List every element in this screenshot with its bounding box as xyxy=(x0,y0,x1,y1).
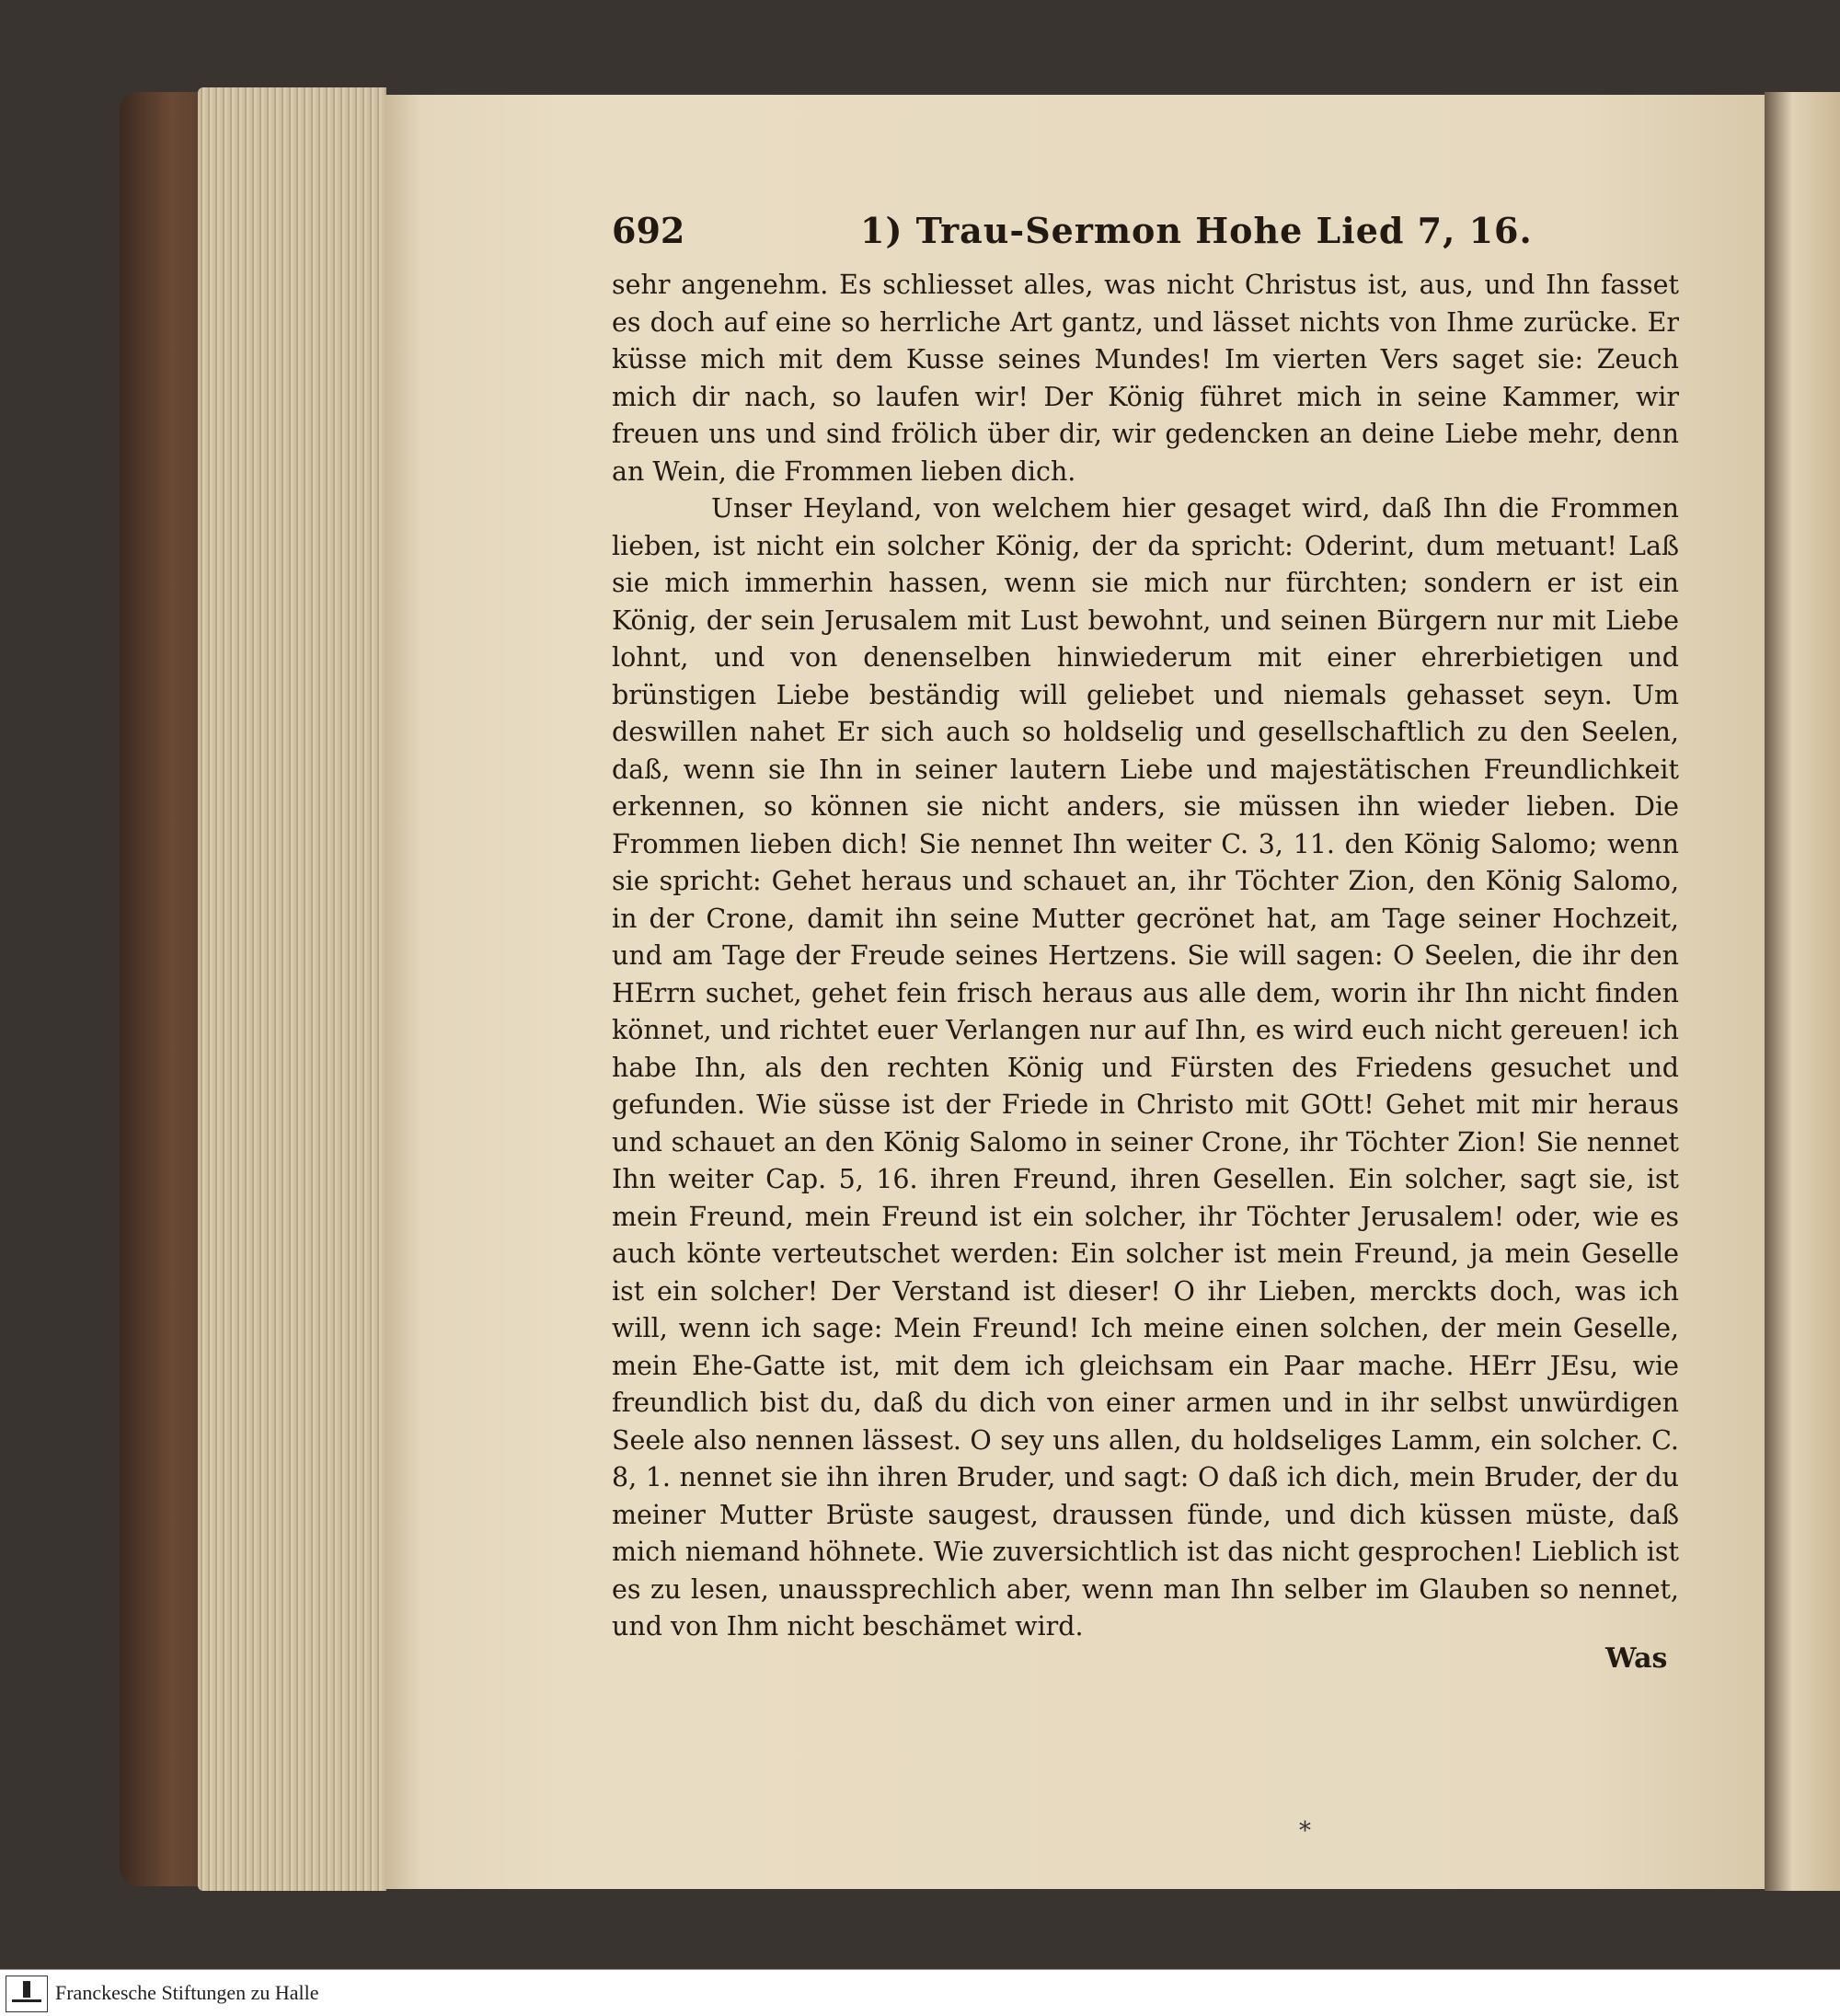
institution-logo-icon xyxy=(6,1976,48,2012)
signature-mark: * xyxy=(1299,1817,1311,1845)
footer-bar xyxy=(0,1969,1840,2016)
paragraph-1: sehr angenehm. Es schliesset alles, was nicht Christus ist, aus, und Ihn fasset es doch auf eine so herrliche Art gantz, und lässet nichts von Ihme zurücke. Er küsse mich mit dem Kusse seines Mundes! Im vierten Vers saget sie: Zeuch mich dir nach, so laufen wir! Der König führet mich in seine Kammer, wir freuen uns und sind frölich über dir, wir gedencken an deine Liebe mehr, denn an Wein, die Frommen lieben dich. xyxy=(612,270,1679,487)
running-title: 1) Trau-Sermon Hohe Lied 7, 16. xyxy=(860,210,1533,251)
next-page-edge xyxy=(1765,92,1840,1891)
paragraph-2: Unser Heyland, von welchem hier gesaget wird, daß Ihn die Frommen lieben, ist nicht ein solcher König, der da spricht: Oderint, dum metuant! Laß sie mich immerhin hassen, wenn sie mich nur fürchten; sondern er ist ein König, der sein Jerusalem mit Lust bewohnt, und seinen Bürgern nur mit Liebe lohnt, und von denenselben hinwiederum mit einer ehrerbietigen und brünstigen Liebe beständig will geliebet und niemals gehasset seyn. Um deswillen nahet Er sich auch so holdselig und gesellschaftlich zu den Seelen, daß, wenn sie Ihn in seiner lautern Liebe und majestätischen Freundlichkeit erkennen, so können sie nicht anders, sie müssen ihn wieder lieben. Die Frommen lieben dich! Sie nennet Ihn weiter C. 3, 11. den König Salomo; wenn sie spricht: Gehet heraus und schauet an, ihr Töchter Zion, den König Salomo, in der Crone, damit ihn seine Mutter gecrönet hat, am Tage seiner Hochzeit, und am Tage der Freude seines Hertzens. Sie will sagen: O Seelen, die ihr den HErrn suchet, gehet fein frisch heraus aus alle dem, worin ihr Ihn nicht finden könnet, und richtet euer Verlangen nur auf Ihn, es wird euch nicht gereuen! ich habe Ihn, als den rechten König und Fürsten des Friedens gesuchet und gefunden. Wie süsse ist der Friede in Christo mit GOtt! Gehet mit mir heraus und schauet an den König Salomo in seiner Crone, ihr Töchter Zion! Sie nennet Ihn weiter Cap. 5, 16. ihren Freund, ihren Gesellen. Ein solcher, sagt sie, ist mein Freund, mein Freund ist ein solcher, ihr Töchter Jerusalem! oder, wie es auch könte verteutschet werden: Ein solcher ist mein Freund, ja mein Geselle ist ein solcher! Der Verstand ist dieser! O ihr Lieben, merckts doch, was ich will, wenn ich sage: Mein Freund! Ich meine einen solchen, der mein Geselle, mein Ehe-Gatte ist, mit dem ich gleichsam ein Paar mache. HErr JEsu, wie freundlich bist du, daß du dich von einer armen und in ihr selbst unwürdigen Seele also nennen lässest. O sey uns allen, du holdseliges Lamm, ein solcher. C. 8, 1. nennet sie ihn ihren Bruder, und sagt: O daß ich dich, mein Bruder, der du meiner Mutter Brüste saugest, draussen fünde, und dich küssen müste, daß mich niemand höhnete. Wie zuversichtlich ist das nicht gesprochen! Lieblich ist es zu lesen, unaussprechlich aber, wenn man Ihn selber im Glauben so nennet, und von Ihm nicht beschämet wird. xyxy=(612,493,1679,1642)
page-header xyxy=(612,210,1679,258)
page-edges xyxy=(198,87,386,1891)
body-text xyxy=(612,267,1679,1646)
catchword: Was xyxy=(1605,1642,1668,1675)
footer-institution: Franckesche Stiftungen zu Halle xyxy=(55,1981,319,2004)
page-number: 692 xyxy=(612,210,685,251)
